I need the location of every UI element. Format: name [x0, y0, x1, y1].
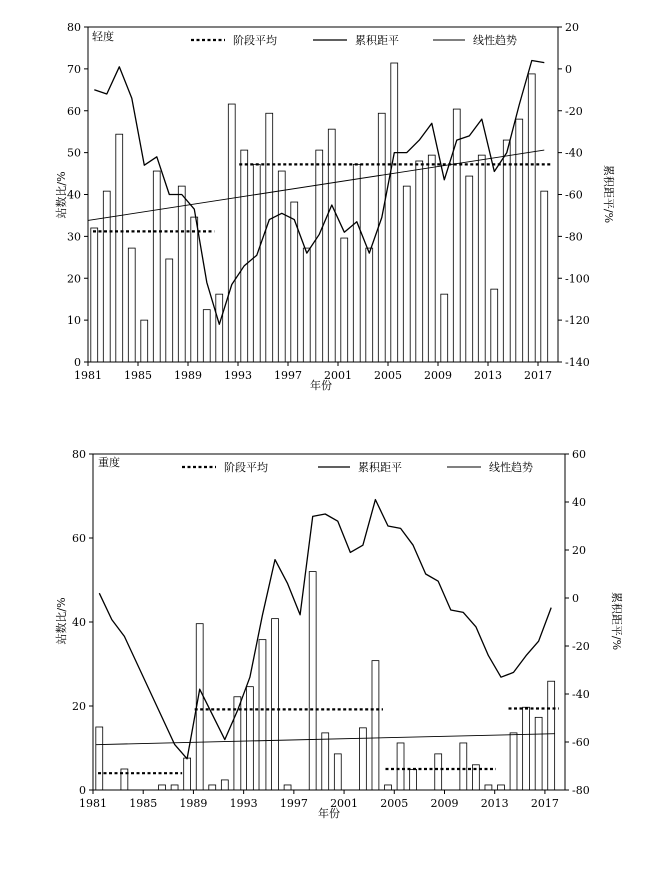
bar: [516, 119, 523, 362]
bar: [523, 707, 530, 790]
bar: [166, 259, 173, 362]
y2-tick-label: -60: [572, 736, 590, 749]
bar: [159, 785, 166, 790]
bar: [246, 687, 253, 790]
bar: [96, 727, 103, 790]
x-tick-label: 1985: [129, 797, 158, 810]
x-tick-label: 2001: [330, 797, 359, 810]
x-tick-label: 2017: [524, 369, 552, 382]
y2-axis-title: 累积距平/%: [610, 591, 623, 651]
bar: [141, 320, 148, 362]
bar: [191, 217, 198, 362]
bar: [372, 661, 379, 790]
x-axis-title: 年份: [310, 379, 332, 392]
bar: [435, 754, 442, 790]
y2-tick-label: 60: [572, 448, 586, 461]
bar: [341, 238, 348, 362]
bar: [228, 104, 235, 362]
chart-panel-light: [54, 21, 616, 392]
legend-stage-mean-label: 阶段平均: [233, 34, 277, 47]
bar: [416, 161, 423, 362]
cumulative-anomaly-line: [99, 500, 551, 759]
x-tick-label: 2013: [480, 797, 509, 810]
bar: [196, 624, 203, 790]
bar: [259, 640, 266, 790]
bar: [278, 171, 285, 362]
x-tick-label: 1981: [79, 797, 107, 810]
bar: [128, 248, 135, 362]
y2-tick-label: 40: [572, 496, 586, 509]
bar: [153, 171, 160, 362]
bar: [391, 63, 398, 362]
chart-panel-severe: [54, 448, 624, 820]
x-tick-label: 2009: [424, 369, 452, 382]
x-tick-label: 2001: [324, 369, 352, 382]
y-tick-label: 0: [74, 356, 81, 369]
y2-tick-label: -20: [572, 640, 590, 653]
x-tick-label: 2005: [380, 797, 409, 810]
bar: [385, 785, 392, 790]
bar: [203, 310, 210, 362]
x-tick-label: 1989: [174, 369, 202, 382]
y2-tick-label: -40: [565, 146, 583, 160]
bar: [366, 248, 373, 362]
bar: [266, 113, 273, 362]
bar: [272, 619, 279, 790]
panel-label: 轻度: [92, 30, 114, 43]
bar: [503, 140, 510, 362]
x-tick-label: 1989: [179, 797, 208, 810]
x-tick-label: 1997: [279, 797, 308, 810]
bar: [359, 728, 366, 790]
bar: [466, 176, 473, 362]
x-tick-label: 2009: [430, 797, 459, 810]
x-tick-label: 1981: [74, 369, 102, 382]
bar: [91, 228, 98, 362]
bar: [510, 733, 517, 790]
y-tick-label: 50: [67, 146, 81, 160]
y-tick-label: 30: [67, 230, 81, 244]
y2-tick-label: -100: [565, 272, 590, 286]
y2-tick-label: 20: [565, 21, 579, 34]
y-tick-label: 80: [67, 21, 81, 34]
bar: [403, 186, 410, 362]
bar: [478, 155, 485, 362]
y2-tick-label: -20: [565, 104, 583, 118]
y2-tick-label: -80: [572, 784, 590, 797]
x-tick-label: 2017: [530, 797, 559, 810]
x-tick-label: 2005: [374, 369, 402, 382]
bar: [491, 289, 498, 362]
bar: [334, 754, 341, 790]
bar: [397, 743, 404, 790]
bar: [116, 134, 123, 362]
bar: [535, 717, 542, 790]
bar: [303, 248, 310, 362]
x-tick-label: 1993: [229, 797, 258, 810]
y2-tick-label: -40: [572, 688, 590, 701]
bar: [541, 191, 548, 362]
bar: [221, 780, 228, 790]
y2-tick-label: -120: [565, 314, 590, 328]
y2-tick-label: 0: [572, 592, 579, 605]
y-tick-label: 80: [72, 448, 86, 461]
y-tick-label: 60: [67, 104, 81, 118]
x-tick-label: 1985: [124, 369, 152, 382]
panel-label: 重度: [98, 456, 120, 469]
bar: [441, 294, 448, 362]
y2-axis-title: 累积距平/%: [602, 164, 615, 224]
x-tick-label: 1993: [224, 369, 252, 382]
bar: [178, 186, 185, 362]
y-tick-label: 40: [67, 188, 81, 202]
legend-cumulative-label: 累积距平: [358, 461, 402, 474]
legend-cumulative-label: 累积距平: [355, 34, 399, 47]
bar: [353, 164, 360, 362]
y-tick-label: 10: [67, 314, 81, 328]
y-tick-label: 40: [72, 616, 86, 629]
y-tick-label: 0: [79, 784, 86, 797]
bar: [216, 294, 223, 362]
bar: [378, 113, 385, 362]
y2-tick-label: -60: [565, 188, 583, 202]
bar: [309, 572, 316, 790]
y-axis-title: 站数比/%: [55, 597, 68, 645]
legend-trend-label: 线性趋势: [489, 461, 533, 474]
y-axis-title: 站数比/%: [55, 171, 68, 219]
bar: [498, 785, 505, 790]
x-tick-label: 2013: [474, 369, 502, 382]
bar: [209, 785, 216, 790]
bar: [316, 150, 323, 362]
bar: [241, 150, 248, 362]
bar: [410, 769, 417, 790]
bar: [460, 743, 467, 790]
y-tick-label: 20: [67, 272, 81, 286]
bar: [284, 785, 291, 790]
bar: [485, 785, 492, 790]
bar: [184, 758, 191, 790]
x-tick-label: 1997: [274, 369, 302, 382]
bar: [548, 681, 555, 790]
x-axis-title: 年份: [318, 807, 340, 820]
y2-tick-label: 20: [572, 544, 586, 557]
legend-stage-mean-label: 阶段平均: [224, 461, 268, 474]
y-tick-label: 20: [72, 700, 86, 713]
y-tick-label: 70: [67, 62, 81, 76]
bar: [528, 74, 535, 362]
bar: [428, 155, 435, 362]
bar: [171, 785, 178, 790]
y-tick-label: 60: [72, 532, 86, 545]
y2-tick-label: 0: [565, 62, 572, 76]
bar: [322, 733, 329, 790]
y2-tick-label: -140: [565, 356, 590, 369]
y2-tick-label: -80: [565, 230, 583, 244]
legend-trend-label: 线性趋势: [473, 34, 517, 47]
